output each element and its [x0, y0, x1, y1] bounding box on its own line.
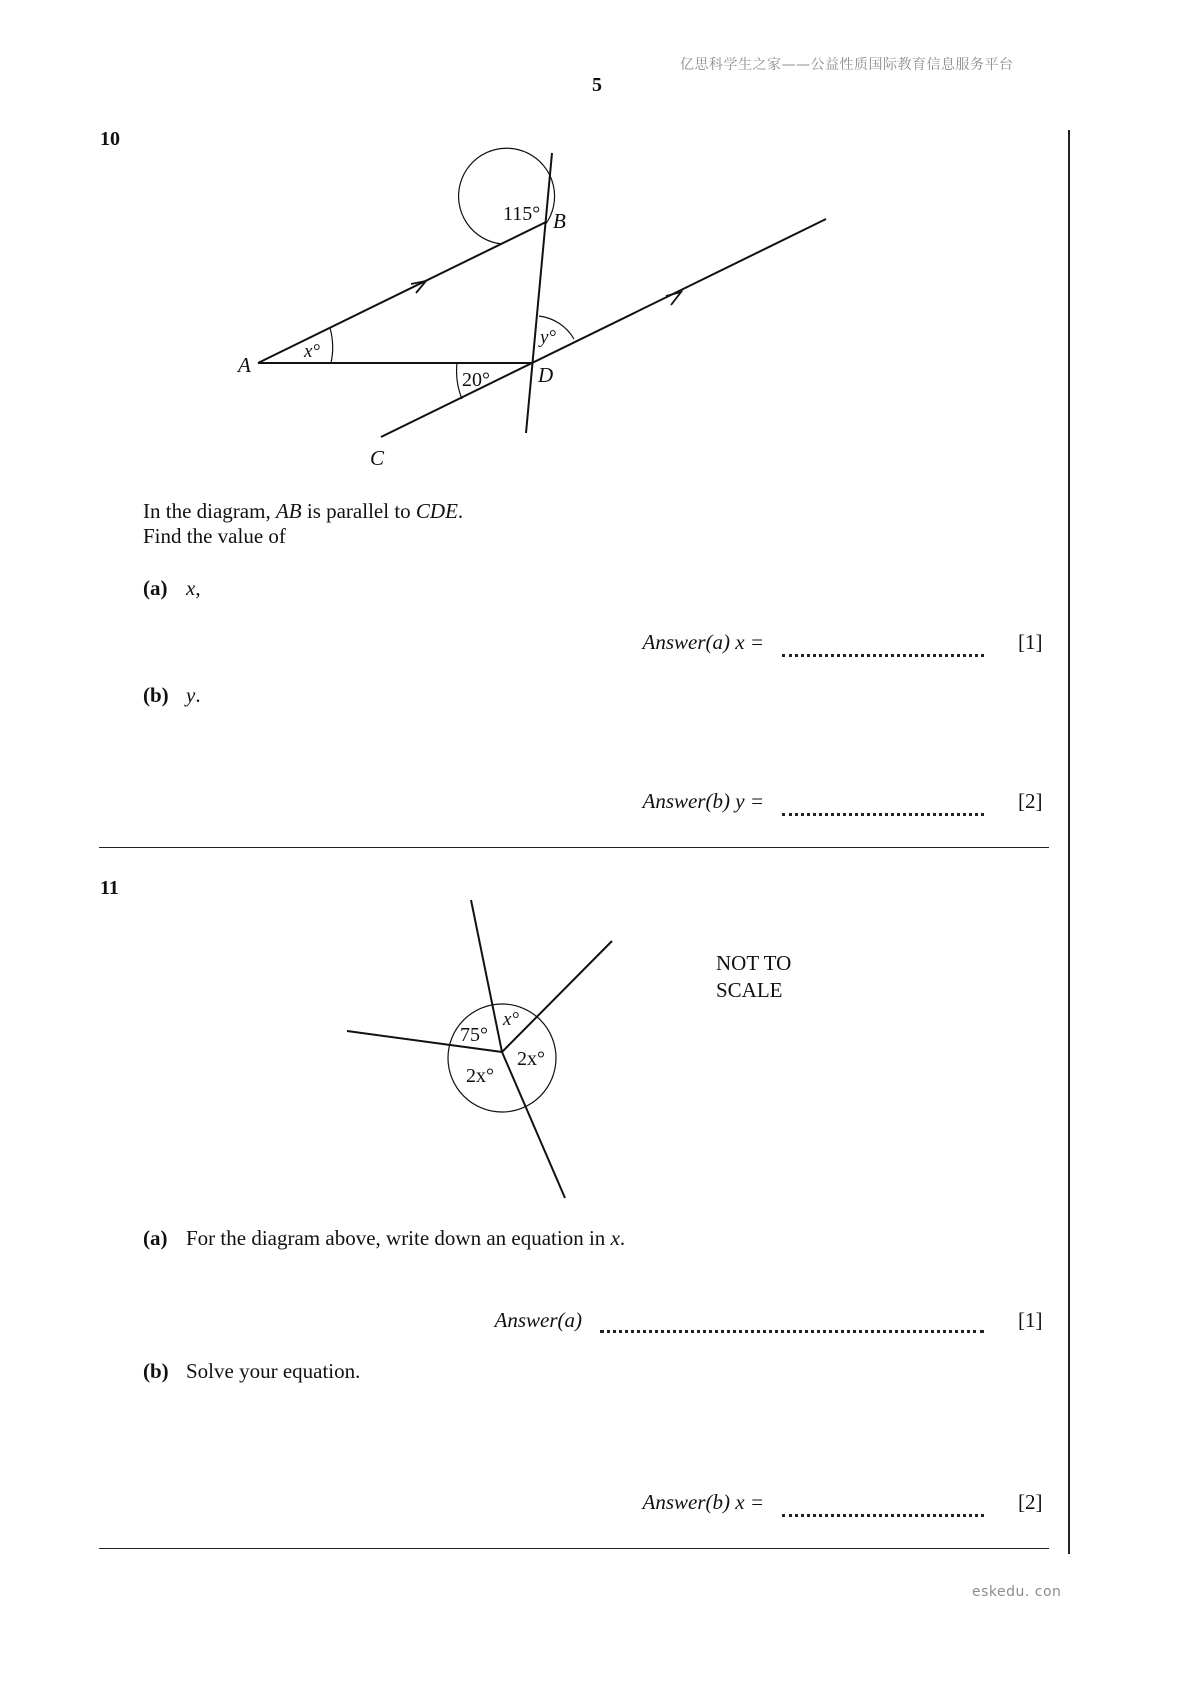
- q10-diagram: [0, 0, 1190, 480]
- q10-part-b-punct: .: [195, 683, 201, 707]
- q11-answer-a-field[interactable]: [600, 1330, 984, 1333]
- q11-answer-b-marks: [2]: [1018, 1490, 1043, 1514]
- q11-part-b-text: Solve your equation.: [186, 1359, 361, 1383]
- q11-part-a-prefix: For the diagram above, write down an equation in: [186, 1226, 611, 1250]
- q11-part-a-text: [186, 1226, 625, 1251]
- q10-line-cde: [381, 219, 826, 437]
- q10-part-b-var: y: [186, 683, 196, 707]
- q11-angle-2x-right: 2x°: [517, 1048, 545, 1070]
- q10-separator-rule: [99, 847, 1049, 848]
- q10-label-a: A: [238, 353, 251, 377]
- q10-angle-x: x°: [304, 341, 321, 362]
- q10-label-b: B: [553, 209, 566, 233]
- q10-label-c: C: [370, 446, 385, 470]
- q10-part-a-label: (a): [143, 576, 168, 600]
- q10-answer-a-label: Answer(a) x =: [642, 630, 764, 654]
- q10-stem-ab: AB: [275, 499, 302, 523]
- q10-angle-20: 20°: [462, 369, 490, 391]
- q11-part-a-label: (a): [143, 1226, 168, 1250]
- q11-angle-75: 75°: [460, 1024, 488, 1046]
- q11-answer-b-label: Answer(b) x =: [642, 1490, 764, 1514]
- q11-not-to-scale-line2: SCALE: [716, 978, 783, 1002]
- q10-angle-y: y°: [540, 327, 557, 348]
- q11-line-down: [502, 1052, 565, 1198]
- q10-part-a-text: [186, 576, 201, 601]
- q10-stem-line2: Find the value of: [143, 524, 286, 548]
- q11-not-to-scale-line1: NOT TO: [716, 951, 792, 975]
- q10-answer-a-marks: [1]: [1018, 630, 1043, 654]
- q11-answer-b-field[interactable]: [782, 1514, 984, 1517]
- q11-part-a-punct: .: [619, 1226, 626, 1250]
- q10-part-a-punct: ,: [195, 576, 201, 600]
- question-10-number: 10: [100, 128, 120, 150]
- q10-parallel-arrow-cde-icon: [666, 292, 681, 305]
- q10-line-ab: [258, 222, 546, 363]
- q11-line-upright: [502, 941, 612, 1052]
- q10-stem-end: .: [457, 499, 464, 523]
- question-11-number: 11: [100, 877, 119, 899]
- q10-stem-mid: is parallel to: [301, 499, 416, 523]
- q10-answer-a-field[interactable]: [782, 654, 984, 657]
- q10-stem-cde: CDE: [415, 499, 458, 523]
- page-number: 5: [592, 74, 602, 96]
- q10-angle-115: 115°: [503, 203, 541, 225]
- q10-part-b-label: (b): [143, 683, 169, 707]
- q11-angle-x: x°: [503, 1009, 520, 1030]
- header-watermark: 亿思科学生之家——公益性质国际教育信息服务平台: [680, 57, 1014, 73]
- q10-answer-b-label: Answer(b) y =: [642, 789, 764, 813]
- q11-diagram: [0, 880, 1190, 1220]
- q10-answer-b-marks: [2]: [1018, 789, 1043, 813]
- q10-stem-prefix: In the diagram,: [143, 499, 276, 523]
- q11-part-a-var: x: [610, 1226, 620, 1250]
- q10-arc-x: [330, 328, 333, 363]
- footer-site: eskedu. con: [972, 1584, 1062, 1600]
- q11-answer-a-label: Answer(a): [494, 1308, 582, 1332]
- q11-separator-rule: [99, 1548, 1049, 1549]
- q10-arc-115: [459, 148, 555, 244]
- q11-part-b-label: (b): [143, 1359, 169, 1383]
- q10-part-b-text: [186, 683, 201, 708]
- q10-stem-line1: [143, 499, 463, 524]
- q10-answer-b-field[interactable]: [782, 813, 984, 816]
- q10-part-a-var: x: [186, 576, 196, 600]
- q11-answer-a-marks: [1]: [1018, 1308, 1043, 1332]
- q11-angle-2x-left: 2x°: [466, 1065, 494, 1087]
- q10-label-d: D: [538, 363, 554, 387]
- q10-transversal-line: [526, 153, 552, 433]
